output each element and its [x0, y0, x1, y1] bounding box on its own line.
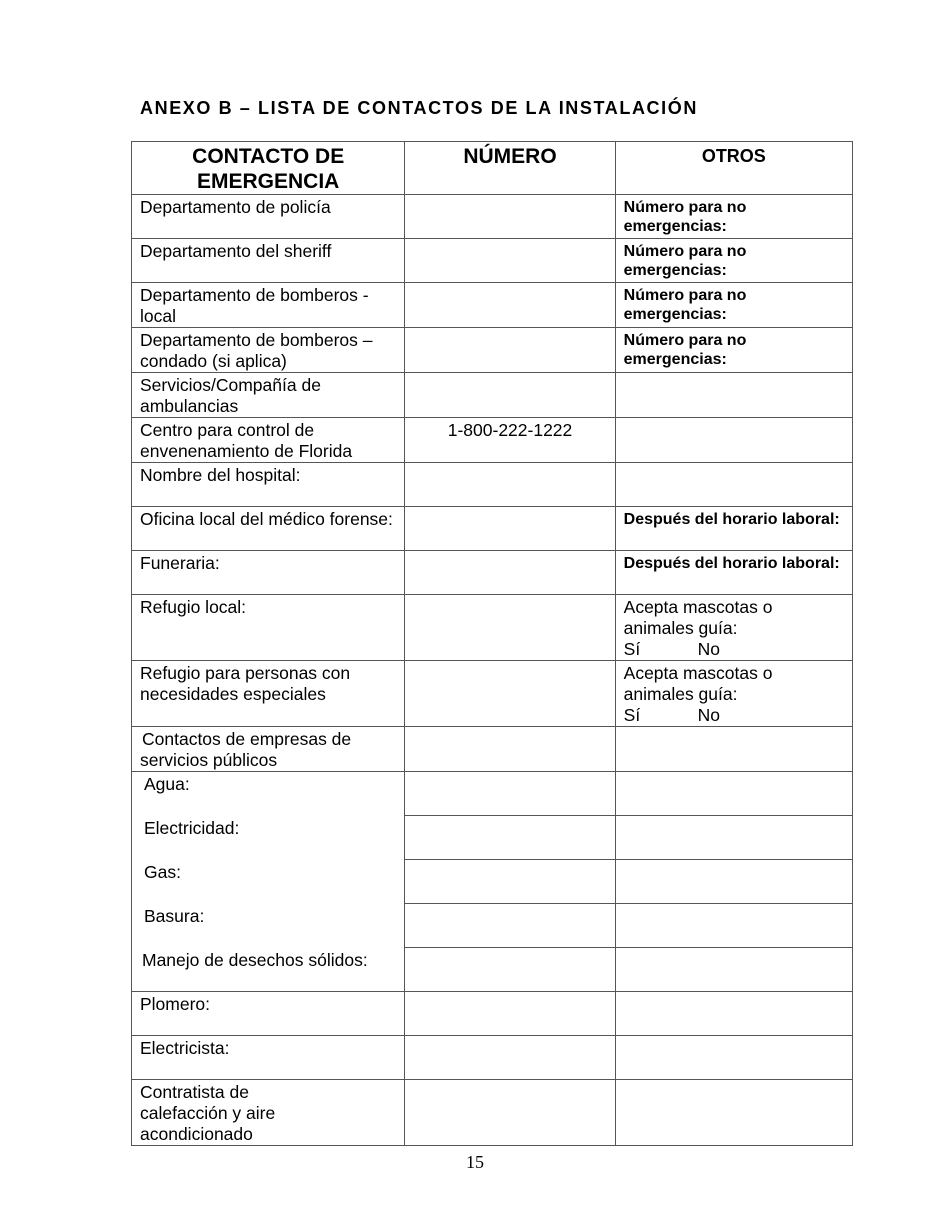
- header-number: NÚMERO: [405, 142, 615, 195]
- table-row: [132, 1080, 853, 1146]
- contact-number[interactable]: [405, 904, 615, 948]
- contact-label: Departamento de policía: [132, 195, 405, 239]
- contact-number[interactable]: [405, 239, 615, 283]
- contact-other: [615, 727, 852, 772]
- contact-label: Contactos de empresas de servicios públicos: [132, 727, 405, 772]
- contact-number[interactable]: [405, 283, 615, 328]
- contact-label: Basura:: [132, 904, 405, 948]
- contact-label: Nombre del hospital:: [132, 463, 405, 507]
- table-row: [132, 1036, 853, 1080]
- contact-other: [615, 992, 852, 1036]
- contact-label: Electricidad:: [132, 816, 405, 860]
- yes-no-options: [624, 639, 844, 660]
- contact-label: Centro para control de envenenamiento de Florida: [132, 418, 405, 463]
- contact-other: [615, 1080, 852, 1146]
- contact-number[interactable]: [405, 772, 615, 816]
- table-row: [132, 551, 853, 595]
- header-contact: CONTACTO DE EMERGENCIA: [132, 142, 405, 195]
- contact-number[interactable]: [405, 373, 615, 418]
- contact-label: Oficina local del médico forense:: [132, 507, 405, 551]
- contact-other: [615, 772, 852, 816]
- contact-number[interactable]: [405, 595, 615, 661]
- contact-label: Electricista:: [132, 1036, 405, 1080]
- contact-number[interactable]: [405, 1036, 615, 1080]
- contact-label: Funeraria:: [132, 551, 405, 595]
- yes-option[interactable]: Sí: [623, 639, 641, 659]
- table-row: [132, 992, 853, 1036]
- table-row: [132, 507, 853, 551]
- contact-other: Número para no emergencias:: [615, 328, 852, 373]
- no-option[interactable]: No: [697, 705, 721, 725]
- contact-other: [615, 816, 852, 860]
- contact-other: Número para no emergencias:: [615, 283, 852, 328]
- contact-other: [615, 1036, 852, 1080]
- table-row: [132, 661, 853, 727]
- contact-label: Departamento de bomberos – condado (si aplica): [132, 328, 405, 373]
- contact-number[interactable]: [405, 816, 615, 860]
- table-header-row: [132, 142, 853, 195]
- table-row: [132, 239, 853, 283]
- contact-other: [615, 904, 852, 948]
- table-row: [132, 904, 853, 948]
- table-row: [132, 948, 853, 992]
- contact-label: Departamento de bomberos - local: [132, 283, 405, 328]
- contact-label: Refugio local:: [132, 595, 405, 661]
- contact-number[interactable]: [405, 860, 615, 904]
- contact-number[interactable]: 1-800-222-1222: [405, 418, 615, 463]
- contact-number[interactable]: [405, 1080, 615, 1146]
- contact-other: [615, 418, 852, 463]
- contact-other: [615, 463, 852, 507]
- contact-label: Plomero:: [132, 992, 405, 1036]
- table-row: [132, 195, 853, 239]
- contact-other: [615, 860, 852, 904]
- table-row: [132, 283, 853, 328]
- contact-number[interactable]: [405, 463, 615, 507]
- contact-number[interactable]: [405, 551, 615, 595]
- contact-number[interactable]: [405, 195, 615, 239]
- no-option[interactable]: No: [697, 639, 721, 659]
- contact-other: Número para no emergencias:: [615, 195, 852, 239]
- contact-number[interactable]: [405, 727, 615, 772]
- page-number: 15: [466, 1152, 484, 1172]
- document-title: ANEXO B – LISTA DE CONTACTOS DE LA INSTALACIÓN: [140, 98, 698, 118]
- contact-label: Departamento del sheriff: [132, 239, 405, 283]
- table-row: [132, 463, 853, 507]
- contact-number[interactable]: [405, 992, 615, 1036]
- contact-number[interactable]: [405, 507, 615, 551]
- table-row: [132, 373, 853, 418]
- contact-number[interactable]: [405, 948, 615, 992]
- table-row: [132, 727, 853, 772]
- contact-number[interactable]: [405, 661, 615, 727]
- contact-other: [615, 595, 852, 661]
- yes-no-options: [624, 705, 844, 726]
- table-row: [132, 860, 853, 904]
- contact-label: Manejo de desechos sólidos:: [132, 948, 405, 992]
- yes-option[interactable]: Sí: [623, 705, 641, 725]
- header-other: OTROS: [615, 142, 852, 195]
- contact-label: Refugio para personas con necesidades especiales: [132, 661, 405, 727]
- table-row: [132, 816, 853, 860]
- contact-number[interactable]: [405, 328, 615, 373]
- contact-other: [615, 373, 852, 418]
- contact-other: Número para no emergencias:: [615, 239, 852, 283]
- contact-other: Después del horario laboral:: [615, 551, 852, 595]
- contact-other: [615, 948, 852, 992]
- contact-other: [615, 661, 852, 727]
- contact-label: Servicios/Compañía de ambulancias: [132, 373, 405, 418]
- contacts-table: [131, 141, 853, 1146]
- table-row: [132, 772, 853, 816]
- table-row: [132, 328, 853, 373]
- contact-label: Agua:: [132, 772, 405, 816]
- contact-label: Gas:: [132, 860, 405, 904]
- pets-question: Acepta mascotas o animales guía:: [623, 663, 773, 704]
- table-row: [132, 418, 853, 463]
- pets-question: Acepta mascotas o animales guía:: [623, 597, 773, 638]
- table-row: [132, 595, 853, 661]
- contact-label: Contratista de calefacción y aire acondicionado: [132, 1080, 405, 1146]
- contact-other: Después del horario laboral:: [615, 507, 852, 551]
